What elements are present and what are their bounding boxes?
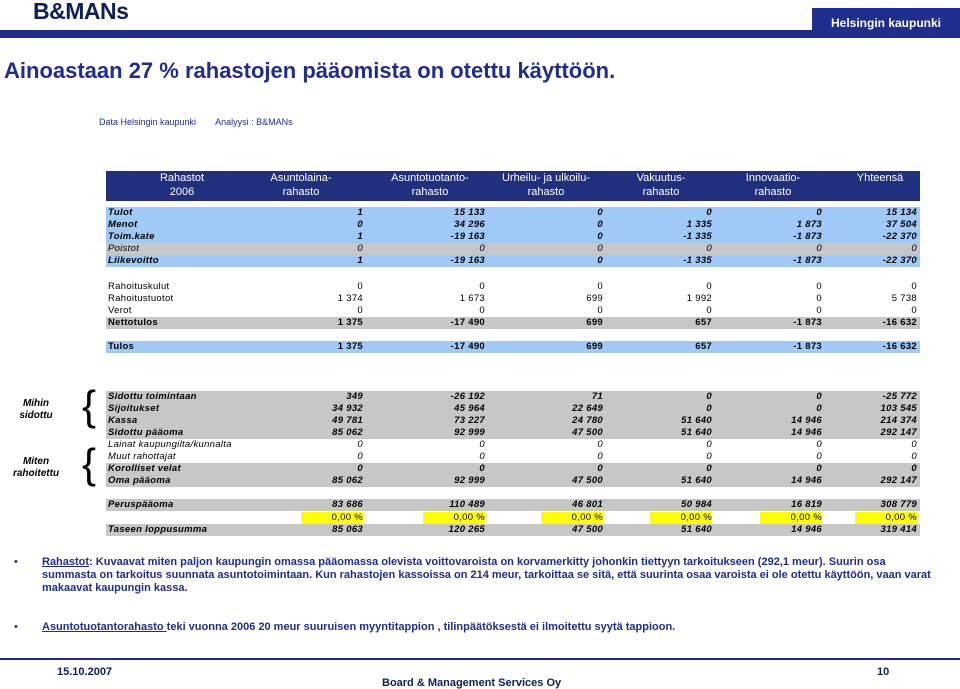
table-cell: 0,00 % <box>855 512 917 524</box>
table-cell: 0 <box>911 451 917 462</box>
table-row <box>106 463 920 475</box>
table-cell: 0 <box>357 439 363 450</box>
column-header-line1: Yhteensä <box>856 172 904 184</box>
table-cell: 47 500 <box>572 427 603 438</box>
table-cell: 83 686 <box>332 499 363 510</box>
row-label: Sidottu pääoma <box>108 427 184 438</box>
table-cell: 14 946 <box>791 427 822 438</box>
table-cell: 16 819 <box>791 499 822 510</box>
table-cell: 1 <box>357 231 363 242</box>
table-cell: 0 <box>597 255 603 266</box>
side-label-bound-l1: Mihin <box>22 398 50 409</box>
table-cell: 0 <box>816 207 822 218</box>
column-header-line2: rahasto <box>282 186 320 198</box>
column-header <box>713 171 833 199</box>
table-cell: 0 <box>706 451 712 462</box>
column-header <box>122 171 242 199</box>
table-cell: -22 370 <box>882 231 917 242</box>
table-cell: 71 <box>591 391 603 402</box>
table-cell: 0 <box>597 463 603 474</box>
table-cell: 1 <box>357 207 363 218</box>
row-label: Nettotulos <box>108 317 158 328</box>
table-row <box>106 341 920 353</box>
table-cell: 1 992 <box>686 293 712 304</box>
table-cell: 0 <box>357 219 363 230</box>
table-cell: 37 504 <box>886 219 917 230</box>
table-cell: 0 <box>357 305 363 316</box>
table-cell: -19 163 <box>450 231 485 242</box>
table-cell: 1 673 <box>459 293 485 304</box>
data-source: Data Helsingin kaupunki <box>99 117 197 127</box>
table-cell: 49 781 <box>332 415 363 426</box>
side-label-financed-l1: Miten <box>22 456 50 467</box>
table-cell: -17 490 <box>450 317 485 328</box>
table-cell: 0 <box>911 305 917 316</box>
row-label: Tulos <box>108 341 135 352</box>
table-cell: -26 192 <box>450 391 485 402</box>
row-label: Oma pääoma <box>108 475 171 486</box>
note-housing <box>42 621 942 634</box>
table-cell: 50 984 <box>681 499 712 510</box>
row-label: Sidottu toimintaan <box>108 391 197 402</box>
column-header-line1: Asuntotuotanto- <box>391 172 469 184</box>
table-row <box>106 439 920 451</box>
table-cell: 0 <box>706 391 712 402</box>
table-cell: 51 640 <box>681 475 712 486</box>
table-row <box>106 305 920 317</box>
table-cell: 1 335 <box>686 219 712 230</box>
table-cell: 110 489 <box>449 499 485 510</box>
table-cell: 0 <box>706 403 712 414</box>
table-cell: 0 <box>597 439 603 450</box>
table-cell: -19 163 <box>450 255 485 266</box>
note-funds-link[interactable]: Rahastot <box>42 556 90 568</box>
table-row <box>106 317 920 329</box>
table-cell: 15 134 <box>886 207 917 218</box>
table-cell: 0 <box>706 305 712 316</box>
table-cell: 0 <box>357 451 363 462</box>
table-row <box>106 255 920 267</box>
table-cell: 0,00 % <box>301 512 363 524</box>
table-cell: -1 335 <box>683 255 712 266</box>
table-cell: 1 374 <box>337 293 363 304</box>
table-row <box>106 512 920 524</box>
table-cell: 0 <box>911 281 917 292</box>
row-label: Taseen loppusumma <box>108 524 208 535</box>
row-label: Korolliset velat <box>108 463 181 474</box>
page-title: Ainoastaan 27 % rahastojen pääomista on otettu käyttöön. <box>4 58 616 83</box>
table-row <box>106 403 920 415</box>
table-cell: 120 265 <box>448 524 485 535</box>
table-cell: 0 <box>706 439 712 450</box>
table-row <box>106 231 920 243</box>
footer-page-number: 10 <box>877 666 890 678</box>
column-header-line1: Urheilu- ja ulkoilu- <box>501 172 591 184</box>
footer-bar <box>0 658 960 660</box>
table-cell: 0 <box>597 243 603 254</box>
table-cell: 0 <box>706 281 712 292</box>
table-row <box>106 207 920 219</box>
table-cell: 5 738 <box>891 293 917 304</box>
table-cell: 0 <box>816 293 822 304</box>
column-header <box>486 171 606 199</box>
table-cell: 92 999 <box>454 475 485 486</box>
table-cell: 47 500 <box>572 524 603 535</box>
table-row <box>106 293 920 305</box>
footer-date: 15.10.2007 <box>57 666 113 678</box>
column-header-line2: 2006 <box>169 186 195 198</box>
table-cell: 0 <box>479 305 485 316</box>
table-row <box>106 415 920 427</box>
table-row <box>106 219 920 231</box>
note-housing-link[interactable]: Asuntotuotantorahasto <box>42 621 167 633</box>
table-cell: 85 063 <box>332 524 363 535</box>
table-cell: -16 632 <box>882 341 917 352</box>
column-header-line1: Vakuutus- <box>636 172 686 184</box>
table-cell: 1 375 <box>337 341 363 352</box>
side-label-financed <box>10 456 62 480</box>
column-header <box>370 171 490 199</box>
row-label: Liikevoitto <box>108 255 159 266</box>
table-cell: -1 873 <box>793 255 822 266</box>
table-cell: 85 062 <box>332 475 363 486</box>
table-cell: 657 <box>695 317 712 328</box>
column-header <box>601 171 721 199</box>
table-cell: 92 999 <box>454 427 485 438</box>
table-cell: 51 640 <box>681 415 712 426</box>
table-cell: 14 946 <box>791 415 822 426</box>
column-header <box>241 171 361 199</box>
table-cell: 22 649 <box>572 403 603 414</box>
table-cell: 34 296 <box>454 219 485 230</box>
footer-company: Board & Management Services Oy <box>382 677 562 689</box>
table-cell: 319 414 <box>880 524 917 535</box>
table-cell: 24 780 <box>572 415 603 426</box>
row-label: Kassa <box>108 415 138 426</box>
table-cell: 0 <box>479 451 485 462</box>
table-cell: 14 946 <box>791 475 822 486</box>
table-cell: 0 <box>816 243 822 254</box>
table-cell: 0 <box>706 463 712 474</box>
row-label: Rahoitustuotot <box>108 293 174 304</box>
column-header-line1: Innovaatio- <box>745 172 801 184</box>
table-cell: 0 <box>597 219 603 230</box>
column-header-line2: rahasto <box>642 186 680 198</box>
row-label: Poistot <box>108 243 140 254</box>
table-cell: -1 873 <box>793 231 822 242</box>
table-cell: 103 545 <box>880 403 917 414</box>
table-cell: 0,00 % <box>423 512 485 524</box>
side-label-bound <box>14 398 58 422</box>
logo: B&MANs <box>33 0 129 24</box>
table-cell: 699 <box>586 293 603 304</box>
side-label-bound-l2: sidottu <box>19 410 53 421</box>
table-cell: 0 <box>597 207 603 218</box>
table-cell: 45 964 <box>454 403 485 414</box>
table-cell: -1 873 <box>793 317 822 328</box>
row-label: Sijoitukset <box>108 403 160 414</box>
sources-line <box>99 117 310 127</box>
table-cell: 349 <box>346 391 363 402</box>
table-cell: 15 133 <box>454 207 485 218</box>
column-header-line1: Rahastot <box>159 172 205 184</box>
brace-financed: { <box>82 440 97 487</box>
table-cell: 51 640 <box>681 427 712 438</box>
row-label: Peruspääoma <box>108 499 174 510</box>
table-row <box>106 243 920 255</box>
table-cell: -1 873 <box>793 341 822 352</box>
column-header <box>820 171 940 185</box>
row-label: Tulot <box>108 207 133 218</box>
column-header-line2: rahasto <box>527 186 565 198</box>
bullet-icon: • <box>14 556 18 568</box>
column-header-line1: Asuntolaina- <box>270 172 332 184</box>
table-cell: 0 <box>911 439 917 450</box>
table-cell: 51 640 <box>681 524 712 535</box>
table-cell: -16 632 <box>882 317 917 328</box>
table-row <box>106 475 920 487</box>
table-row <box>106 281 920 293</box>
table-row <box>106 524 920 536</box>
table-cell: 699 <box>586 317 603 328</box>
table-cell: 0 <box>357 243 363 254</box>
table-row <box>106 391 920 403</box>
table-cell: 0 <box>816 391 822 402</box>
note-funds-text: : Kuvaavat miten paljon kaupungin omassa pääomassa olevista voittovaroista on korvamerkitty johonkin tiettyyn tarkoitukseen (292,1 meur). Suurin osa summasta on tarkoitus suunnata asuntotoimintaan. Kun rahastojen kassoissa on 214 meur, tarkoittaa se sitä, että suurinta osaa varoista ei ole otettu käyttöön, vaan varat makaavat kaupungin kassa. <box>42 556 931 594</box>
table-cell: 0 <box>816 439 822 450</box>
brace-bound: { <box>82 382 97 429</box>
table-cell: 292 147 <box>880 475 917 486</box>
table-cell: 14 946 <box>791 524 822 535</box>
table-cell: 0,00 % <box>650 512 712 524</box>
row-label: Toim.kate <box>108 231 155 242</box>
row-label: Rahoituskulut <box>108 281 170 292</box>
table-cell: 0 <box>597 231 603 242</box>
table-cell: -17 490 <box>450 341 485 352</box>
table-cell: 0 <box>816 305 822 316</box>
note-funds <box>42 556 942 595</box>
row-label: Menot <box>108 219 138 230</box>
table-cell: 0 <box>816 403 822 414</box>
table-cell: 73 227 <box>454 415 485 426</box>
table-row <box>106 451 920 463</box>
table-cell: 0 <box>479 463 485 474</box>
table-cell: 699 <box>586 341 603 352</box>
table-row <box>106 499 920 511</box>
table-cell: 85 062 <box>332 427 363 438</box>
bullet-icon: • <box>14 621 18 633</box>
side-label-financed-l2: rahoitettu <box>12 468 60 479</box>
table-cell: 0 <box>706 243 712 254</box>
table-cell: 0 <box>816 463 822 474</box>
table-cell: 0 <box>706 207 712 218</box>
table-cell: 0 <box>816 281 822 292</box>
table-cell: 0 <box>479 439 485 450</box>
table-cell: 1 375 <box>337 317 363 328</box>
table-cell: 0 <box>816 451 822 462</box>
table-cell: 308 779 <box>880 499 917 510</box>
table-cell: -25 772 <box>882 391 917 402</box>
city-label: Helsingin kaupunki <box>812 8 960 38</box>
table-cell: 46 801 <box>572 499 603 510</box>
table-cell: 0 <box>597 281 603 292</box>
table-cell: 0 <box>357 463 363 474</box>
row-label: Verot <box>108 305 132 316</box>
table-cell: 657 <box>695 341 712 352</box>
column-header-line2: rahasto <box>411 186 449 198</box>
table-cell: 0,00 % <box>760 512 822 524</box>
note-housing-text: teki vuonna 2006 20 meur suuruisen myyntitappion , tilinpäätöksestä ei ilmoitettu syytä tappioon. <box>166 621 676 633</box>
table-cell: 292 147 <box>880 427 917 438</box>
table-cell: 0 <box>597 451 603 462</box>
table-cell: 34 932 <box>332 403 363 414</box>
table-cell: 0 <box>911 463 917 474</box>
table-cell: -22 370 <box>882 255 917 266</box>
table-row <box>106 427 920 439</box>
table-cell: 0,00 % <box>541 512 603 524</box>
table-cell: 0 <box>597 305 603 316</box>
analysis-source: Analyysi : B&MANs <box>215 117 293 127</box>
table-cell: 1 <box>357 255 363 266</box>
table-cell: 0 <box>911 243 917 254</box>
column-header-line2: rahasto <box>754 186 792 198</box>
table-cell: 214 374 <box>880 415 917 426</box>
table-cell: 47 500 <box>572 475 603 486</box>
table-cell: -1 335 <box>683 231 712 242</box>
table-cell: 0 <box>357 281 363 292</box>
table-cell: 0 <box>479 281 485 292</box>
row-label: Lainat kaupungilta/kunnalta <box>108 439 232 450</box>
row-label: Muut rahottajat <box>108 451 176 462</box>
table-cell: 0 <box>479 243 485 254</box>
table-cell: 1 873 <box>796 219 822 230</box>
